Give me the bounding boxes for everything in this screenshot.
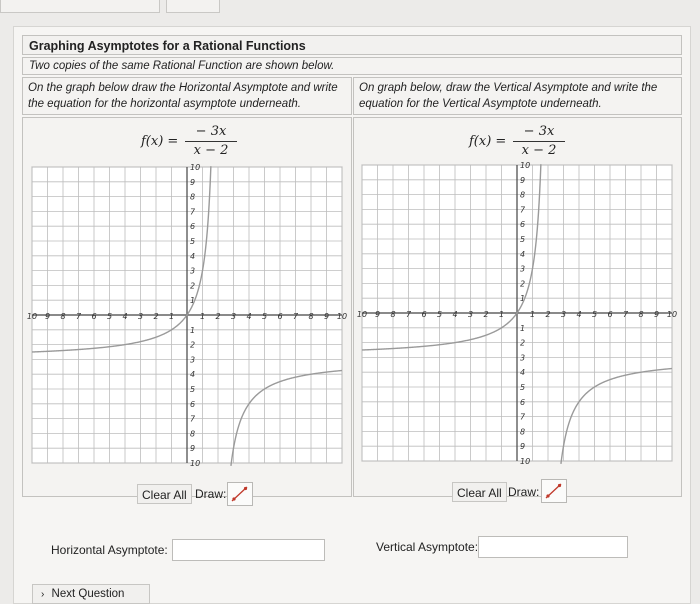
left-formula-numerator: − 3x bbox=[195, 124, 227, 139]
right-clear-all-button[interactable]: Clear All bbox=[452, 482, 507, 502]
left-graph[interactable] bbox=[26, 163, 348, 468]
x-tick-label: 3 bbox=[467, 310, 474, 319]
x-tick-label: 10 bbox=[356, 310, 368, 319]
y-tick-label: 10 bbox=[190, 163, 201, 172]
y-tick-label: 1 bbox=[520, 323, 526, 333]
y-tick-label: 9 bbox=[520, 442, 526, 452]
x-tick-label: 4 bbox=[246, 312, 252, 321]
x-tick-label: 1 bbox=[168, 312, 175, 321]
y-tick-label: 7 bbox=[190, 207, 196, 217]
x-tick-label: 3 bbox=[137, 312, 144, 321]
y-tick-label: 1 bbox=[190, 325, 196, 335]
next-question-button[interactable] bbox=[32, 584, 150, 604]
y-tick-label: 9 bbox=[190, 177, 196, 187]
y-tick-label: 5 bbox=[520, 235, 526, 244]
x-tick-label: 1 bbox=[529, 310, 536, 319]
x-tick-label: 7 bbox=[292, 312, 299, 321]
y-tick-label: 6 bbox=[190, 222, 196, 232]
y-tick-label: 5 bbox=[190, 385, 196, 394]
horizontal-asymptote-input[interactable] bbox=[172, 539, 325, 561]
vertical-asymptote-input[interactable] bbox=[478, 536, 628, 558]
x-tick-label: 7 bbox=[622, 310, 629, 319]
next-question-label: Next Question bbox=[51, 588, 125, 600]
y-tick-label: 7 bbox=[520, 205, 526, 215]
x-tick-label: 10 bbox=[666, 310, 678, 319]
y-tick-label: 8 bbox=[520, 427, 526, 437]
y-tick-label: 6 bbox=[520, 220, 526, 230]
x-tick-label: 7 bbox=[75, 312, 82, 321]
x-tick-label: 8 bbox=[638, 310, 644, 319]
x-tick-label: 5 bbox=[591, 310, 598, 319]
y-tick-label: 2 bbox=[520, 279, 526, 289]
right-formula bbox=[469, 124, 569, 160]
x-tick-label: 3 bbox=[560, 310, 567, 319]
left-formula-denominator: x − 2 bbox=[193, 143, 229, 158]
y-tick-label: 3 bbox=[190, 355, 196, 365]
y-tick-label: 2 bbox=[520, 338, 526, 348]
x-tick-label: 4 bbox=[452, 310, 458, 319]
x-tick-label: 8 bbox=[308, 312, 314, 321]
y-tick-label: 8 bbox=[190, 192, 196, 202]
vertical-asymptote-label: Vertical Asymptote: bbox=[376, 540, 479, 554]
x-tick-label: 8 bbox=[60, 312, 66, 321]
y-tick-label: 2 bbox=[190, 281, 196, 291]
left-clear-all-button[interactable]: Clear All bbox=[137, 484, 192, 504]
y-tick-label: 4 bbox=[190, 251, 196, 261]
y-tick-label: 8 bbox=[520, 190, 526, 200]
y-tick-label: 3 bbox=[520, 264, 526, 274]
y-tick-label: 4 bbox=[520, 368, 526, 378]
right-draw-tool[interactable] bbox=[541, 479, 567, 503]
x-tick-label: 9 bbox=[323, 312, 330, 321]
x-tick-label: 10 bbox=[336, 312, 348, 321]
y-tick-label: 9 bbox=[520, 175, 526, 185]
x-tick-label: 2 bbox=[153, 312, 159, 321]
x-tick-label: 10 bbox=[26, 312, 38, 321]
left-formula-fraction bbox=[185, 124, 237, 159]
left-formula bbox=[141, 124, 241, 160]
y-tick-label: 1 bbox=[190, 296, 196, 306]
x-tick-label: 4 bbox=[576, 310, 582, 319]
top-tab-right bbox=[166, 0, 220, 13]
y-tick-label: 3 bbox=[520, 353, 526, 363]
subtitle-text: Two copies of the same Rational Function are shown below. bbox=[29, 60, 335, 72]
x-tick-label: 2 bbox=[483, 310, 489, 319]
x-tick-label: 1 bbox=[199, 312, 206, 321]
x-tick-label: 9 bbox=[374, 310, 381, 319]
chevron-right-icon: › bbox=[41, 589, 45, 600]
question-panel bbox=[13, 26, 691, 604]
y-tick-label: 8 bbox=[190, 429, 196, 439]
left-draw-label: Draw: bbox=[195, 487, 227, 501]
y-tick-label: 5 bbox=[520, 383, 526, 392]
x-tick-label: 5 bbox=[106, 312, 113, 321]
y-tick-label: 4 bbox=[520, 249, 526, 259]
top-tab-left bbox=[0, 0, 160, 13]
left-draw-tool[interactable] bbox=[227, 482, 253, 506]
x-tick-label: 9 bbox=[653, 310, 660, 319]
y-tick-label: 6 bbox=[520, 397, 526, 407]
x-tick-label: 9 bbox=[44, 312, 51, 321]
right-formula-numerator: − 3x bbox=[523, 124, 555, 139]
right-instruction: On graph below, draw the Vertical Asymptote and write the equation for the Vertical Asymptote underneath. bbox=[353, 77, 682, 115]
y-tick-label: 10 bbox=[520, 457, 531, 466]
x-tick-label: 2 bbox=[545, 310, 551, 319]
x-tick-label: 7 bbox=[405, 310, 412, 319]
y-tick-label: 9 bbox=[190, 444, 196, 454]
x-tick-label: 1 bbox=[498, 310, 505, 319]
y-tick-label: 6 bbox=[190, 399, 196, 409]
x-tick-label: 2 bbox=[215, 312, 221, 321]
y-tick-label: 10 bbox=[520, 161, 531, 170]
x-tick-label: 6 bbox=[421, 310, 427, 319]
pencil-line-icon bbox=[228, 483, 252, 505]
panel-title: Graphing Asymptotes for a Rational Functions bbox=[22, 35, 682, 55]
right-graph[interactable] bbox=[356, 161, 678, 466]
left-formula-lhs: f(x) = bbox=[141, 134, 179, 149]
y-tick-label: 1 bbox=[520, 294, 526, 304]
y-tick-label: 2 bbox=[190, 340, 196, 350]
pencil-line-icon bbox=[542, 480, 566, 502]
x-tick-label: 3 bbox=[230, 312, 237, 321]
x-tick-label: 6 bbox=[277, 312, 283, 321]
right-formula-lhs: f(x) = bbox=[469, 134, 507, 149]
x-tick-label: 6 bbox=[607, 310, 613, 319]
x-tick-label: 6 bbox=[91, 312, 97, 321]
y-tick-label: 5 bbox=[190, 237, 196, 246]
horizontal-asymptote-label: Horizontal Asymptote: bbox=[51, 543, 168, 557]
right-formula-denominator: x − 2 bbox=[521, 143, 557, 158]
left-instruction: On the graph below draw the Horizontal Asymptote and write the equation for the horizontal asymptote underneath. bbox=[22, 77, 352, 115]
y-tick-label: 7 bbox=[520, 412, 526, 422]
y-tick-label: 7 bbox=[190, 414, 196, 424]
panel-subtitle bbox=[22, 57, 682, 75]
x-tick-label: 5 bbox=[436, 310, 443, 319]
right-draw-label: Draw: bbox=[508, 485, 540, 499]
x-tick-label: 5 bbox=[261, 312, 268, 321]
y-tick-label: 3 bbox=[190, 266, 196, 276]
x-tick-label: 4 bbox=[122, 312, 128, 321]
y-tick-label: 10 bbox=[190, 459, 201, 468]
right-formula-fraction bbox=[513, 124, 565, 159]
x-tick-label: 8 bbox=[390, 310, 396, 319]
y-tick-label: 4 bbox=[190, 370, 196, 380]
